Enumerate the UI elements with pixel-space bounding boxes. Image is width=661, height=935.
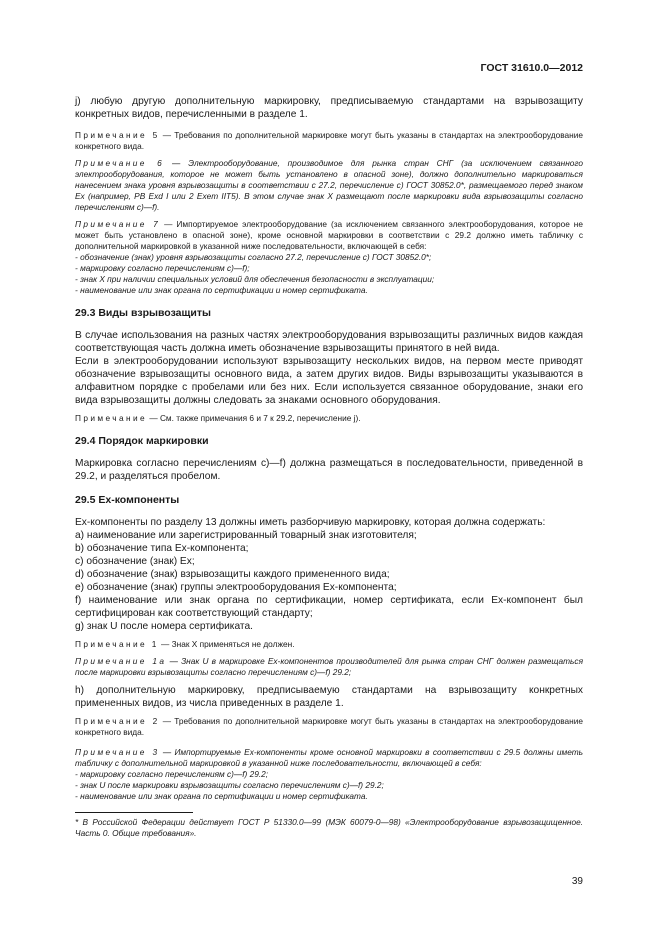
note-text: — Электрооборудование, производимое для рынка стран СНГ (за исключением связанного электрооборудования, которое не может быть установлено в опасной зоне), должно дополнительно маркироваться нанесением знака уровня взрывозащиты в соответствии с 27.2, перечисление с) ГОСТ 30852.0*, размещаемого перед знаком Ex (например, PB Exd I или 2 Exem IIT5). В этом случае знак X размещают после маркировки вида взрывозащиты согласно перечислениям с)—f). bbox=[75, 158, 584, 212]
note-label: Примечание bbox=[75, 413, 148, 423]
note-2 bbox=[75, 716, 583, 738]
list-item: b) обозначение типа Ex-компонента; bbox=[75, 543, 249, 554]
list-item: d) обозначение (знак) взрывозащиты каждого примененного вида; bbox=[75, 569, 390, 580]
item-j: j) любую другую дополнительную маркировку, предписываемую стандартами на взрывозащиту конкретных видов, перечисленными в разделе 1. bbox=[75, 96, 583, 120]
section-heading-29-4: 29.4 Порядок маркировки bbox=[75, 435, 209, 447]
footnote: * В Российской Федерации действует ГОСТ Р 51330.0—99 (МЭК 60079-0—98) «Электрооборудование взрывозащищенное. Часть 0. Общие требования». bbox=[75, 817, 583, 838]
list-item: g) знак U после номера сертификата. bbox=[75, 621, 253, 632]
paragraph: Ex-компоненты по разделу 13 должны иметь разборчивую маркировку, которая должна содержать: bbox=[75, 517, 546, 528]
note-7-item: - маркировку согласно перечислениям с)—f); bbox=[75, 263, 250, 273]
note-label: Примечание 7 bbox=[75, 219, 161, 229]
note-7-item: - обозначение (знак) уровня взрывозащиты согласно 27.2, перечисление с) ГОСТ 30852.0*; bbox=[75, 252, 432, 262]
note-label: Примечание 1а bbox=[75, 656, 167, 666]
list-item: f) наименование или знак органа по сертификации, номер сертификата, если Ex-компонент был сертифицирован как соответствующий стандарту; bbox=[75, 595, 583, 619]
paragraph: Маркировка согласно перечислениям с)—f) должна размещаться в последовательности, приведенной в 29.2, и разделяться пробелом. bbox=[75, 458, 583, 482]
footnote-area bbox=[75, 817, 583, 839]
section-heading-29-5: 29.5 Ex-компоненты bbox=[75, 494, 180, 506]
list-item: c) обозначение (знак) Ex; bbox=[75, 556, 195, 567]
list-item: a) наименование или зарегистрированный товарный знак изготовителя; bbox=[75, 530, 417, 541]
paragraph: В случае использования на разных частях электрооборудования взрывозащиты различных видов каждая соответствующая часть должна иметь обозначение взрывозащиты принятого в ней вида. bbox=[75, 330, 583, 354]
page-number: 39 bbox=[571, 876, 583, 887]
section-heading-29-3: 29.3 Виды взрывозащиты bbox=[75, 307, 211, 319]
note-5 bbox=[75, 130, 583, 152]
note-7 bbox=[75, 219, 583, 252]
note-3 bbox=[75, 747, 583, 769]
note-label: Примечание 1 bbox=[75, 639, 159, 649]
note-text: — Знак X применяться не должен. bbox=[158, 639, 295, 649]
note-3-item: - наименование или знак органа по сертификации и номер сертификата. bbox=[75, 791, 368, 801]
note-text: — Импортируемые Ex-компоненты кроме основной маркировки в соответствии с 29.5 должны иметь табличку с дополнительной маркировкой в указанной ниже последовательности, включающей в себя: bbox=[75, 747, 583, 768]
note-text: — Импортируемое электрооборудование (за исключением связанного электрооборудования, которое не может быть установлено в опасной зоне), кроме основной маркировки в соответствии с 29.2 должно иметь табличку с дополнительной маркировкой в указанной ниже последовательности, включающей в себя: bbox=[75, 219, 584, 251]
paragraph: Если в электрооборудовании используют взрывозащиту нескольких видов, на первом месте приводят обозначение взрывозащиты основного вида, а затем других видов. Виды взрывозащиты указываются в алфавитном порядке с пробелами или без них. Если используется связанное оборудование, знаки его вида взрывозащиты должны следовать за знаками основного оборудования. bbox=[75, 356, 583, 406]
footnote-divider bbox=[75, 812, 193, 813]
note-1 bbox=[75, 639, 583, 650]
note-3-item: - маркировку согласно перечислениям с)—f) 29.2; bbox=[75, 769, 269, 779]
note-label: Примечание 5 bbox=[75, 130, 160, 140]
note-text: — Знак U в маркировке Ex-компонентов производителей для рынка стран СНГ должен размещаться после маркировки взрывозащиты согласно перечислениям с)—f) 29.2; bbox=[75, 656, 584, 677]
note-7-item: - знак X при наличии специальных условий для обеспечения безопасности в эксплуатации; bbox=[75, 274, 435, 284]
note-label: Примечание 6 bbox=[75, 158, 165, 168]
note-label: Примечание 2 bbox=[75, 716, 160, 726]
note-text: — Требования по дополнительной маркировке могут быть указаны в стандартах на электрооборудование конкретного вида. bbox=[75, 130, 583, 151]
note-text: — См. также примечания 6 и 7 к 29.2, перечисление j). bbox=[147, 413, 361, 423]
list-item: h) дополнительную маркировку, предписываемую стандартами на взрывозащиту конкретных примененных видов, из числа приведенных в разделе 1. bbox=[75, 685, 583, 709]
page-content bbox=[75, 95, 583, 802]
note-7-item: - наименование или знак органа по сертификации и номер сертификата. bbox=[75, 285, 368, 295]
note-text: — Требования по дополнительной маркировке могут быть указаны в стандартах на электрооборудование конкретного вида. bbox=[75, 716, 583, 737]
note-29-3 bbox=[75, 413, 583, 424]
note-1a bbox=[75, 656, 583, 678]
standard-header: ГОСТ 31610.0—2012 bbox=[480, 62, 583, 74]
note-6 bbox=[75, 158, 583, 213]
list-item: e) обозначение (знак) группы электрооборудования Ex-компонента; bbox=[75, 582, 397, 593]
note-3-item: - знак U после маркировки взрывозащиты согласно перечислениям с)—f) 29.2; bbox=[75, 780, 384, 790]
note-label: Примечание 3 bbox=[75, 747, 160, 757]
